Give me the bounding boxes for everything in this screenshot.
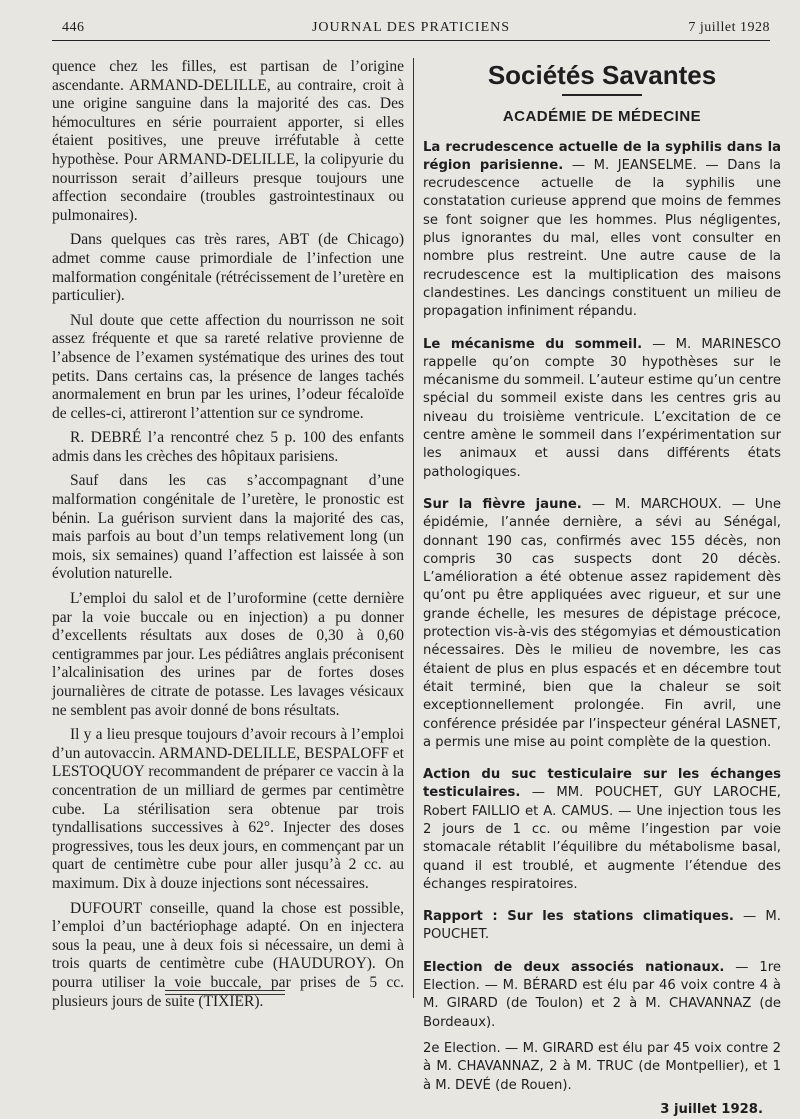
page-number: 446 [62,20,85,35]
left-column [52,58,404,1017]
report-body: — M. MARCHOUX. — Une épidémie, l’année dernière, a sévi au Sénégal, donnant 190 cas, confirmés avec 155 décès, non compris 30 cas suspects dont 20 décès. L’amélioration a été obtenue assez rapidement dès qu’ont pu être appliquées avec rigueur, et sur une grande échelle, les mesures de dépistage précoce, protection vis-à-vis des stégomyias et démoustication nécessaires. Dès le milieu de novembre, les cas étaient de plus en plus espacés et en décembre tout était terminé, bien que la chaleur se soit exceptionnellement prolongée. Fin avril, une conférence présidée par l’inspecteur général LASNET, a permis une mise au point complète de la question. [423,496,781,750]
journal-title: JOURNAL DES PRATICIENS [311,20,511,35]
end-rule [165,990,285,995]
report-body: — M. JEANSELME. — Dans la recrudescence actuelle de la syphilis une constatation curieuse apprend que moins de femmes se font soigner que les hommes. Plus négligentes, plus ignorantes du mal, elles vont consulter en nombre plus restreint. Une autre cause de la recrudescence est la multiplication des maisons clandestines. Les dancings constituent un milieu de propagation infiniment répandu. [423,157,781,320]
left-paragraph: Sauf dans les cas s’accompagnant d’une malformation congénitale de l’uretère, le pronostic est bénin. La guérison survient dans la majorité des cas, mais parfois au bout d’un temps relativement long (un mois, six semaines) quand l’affection est laissée à son évolution naturelle. [52,472,404,583]
report-body: — M. POUCHET. [423,909,781,943]
report-item [423,496,781,752]
section-rule [562,94,642,96]
left-paragraph: Nul doute que cette affection du nourrisson ne soit assez fréquente et que sa rareté relative provienne de l’absence de l’examen systématique des urines des tout petits. Dans certains cas, la présence de langes tachés anormalement en brun par les urines, l’odeur fécaloïde de celles-ci, attireront l’attention sur ce syndrome. [52,311,404,422]
report-item [423,336,781,482]
report-heading: Le mécanisme du sommeil. [423,336,643,352]
report-body: — M. MARINESCO rappelle qu’on compte 30 hypothèses sur le mécanisme du sommeil. L’auteur estime qu’un centre spécial du sommeil existe dans les centres gris au niveau du troisième ventricule. L’excitation de ce centre amène le sommeil dans l’expérimentation sur les animaux et aussi dans différents états pathologiques. [423,336,781,480]
subsection-title: ACADÉMIE DE MÉDECINE [502,108,702,126]
report-heading: La recrudescence actuelle de la syphilis dans la région parisienne. [423,139,781,173]
report-item [423,908,781,945]
report-body: — MM. POUCHET, GUY LAROCHE, Robert FAILLIO et A. CAMUS. — Une injection tous les 2 jours de 1 cc. ou même l’ingestion par voie stomacale rétablit l’équilibre du métabolisme basal, quand il est troublé, et augmente l’étendue des échanges respiratoires. [423,785,781,892]
report-heading: Action du suc testiculaire sur les échanges testiculaires. [423,767,781,801]
issue-date: 7 juillet 1928 [688,20,770,35]
left-paragraph: Il y a lieu presque toujours d’avoir recours à l’emploi d’un autovaccin. ARMAND-DELILLE, BESPALOFF et LESTOQUOY recommandent de préparer ce vaccin à la concentration de un milliard de germes par centimètre cube. La stérilisation sera obtenue par trois tyndallisations successives à 62°. Injecter des doses progressives, tous les deux jours, en commençant par un quart de centimètre cube pour aller jusqu’à 2 cc. au maximum. Dix à douze injections sont nécessaires. [52,726,404,892]
report-body: 2e Election. — M. GIRARD est élu par 45 voix contre 2 à M. CHAVANNAZ, 2 à M. TRUC (de Montpellier), et 1 à M. DEVÉ (de Rouen). [423,1040,781,1093]
right-column [423,58,781,1119]
signature-date: 3 juillet 1928. [660,1101,763,1117]
report-item [423,766,781,894]
left-paragraph: quence chez les filles, est partisan de l’origine ascendante. ARMAND-DELILLE, au contraire, croit à une origine sanguine dans la majorité des cas. Des hémocultures en série pourraient apporter, si elles étaient positives, une preuve irréfutable à cette hypothèse. Pour ARMAND-DELILLE, la colipyurie du nourrisson serait d’ailleurs presque toujours une affection secondaire (troubles gastrointestinaux ou pulmonaires). [52,58,404,224]
page-header [52,18,770,42]
left-paragraph: R. DEBRÉ l’a rencontré chez 5 p. 100 des enfants admis dans les crèches des hôpitaux parisiens. [52,429,404,465]
report-body: — 1re Election. — M. BÉRARD est élu par 46 voix contre 4 à M. GIRARD (de Toulon) et 2 à M. CHAVANNAZ (de Bordeaux). [423,959,781,1030]
left-paragraph: L’emploi du salol et de l’uroformine (cette dernière par la voie buccale ou en injection) a pu donner d’excellents résultats aux doses de 0,30 à 0,60 centigrammes par jour. Les pédiâtres anglais préconisent l’alcalinisation des urines par de fortes doses journalières de citrate de potasse. Les lavages vésicaux ne semblent pas avoir donné de bons résultats. [52,590,404,719]
header-rule [52,40,770,41]
report-item [423,959,781,1032]
left-paragraph: Dans quelques cas très rares, ABT (de Chicago) admet comme cause primordiale de l’infection une malformation congénitale (rétrécissement de l’uretère en particulier). [52,231,404,305]
left-paragraph: DUFOURT conseille, quand la chose est possible, l’emploi d’un bactériophage adapté. On en injectera sous la peau, une à deux fois si nécessaire, un demi à trois quarts de centimètre cube (HAUDUROY). On pourra utiliser la voie buccale, par prises de 5 cc. plusieurs jours de suite (TIXIER). [52,899,404,1010]
report-heading: Sur la fièvre jaune. [423,496,582,512]
section-title: Sociétés Savantes [487,60,717,90]
report-heading: Rapport : Sur les stations climatiques. [423,909,734,925]
column-divider [413,58,414,998]
report-item [423,139,781,322]
report-heading: Election de deux associés nationaux. [423,959,725,975]
